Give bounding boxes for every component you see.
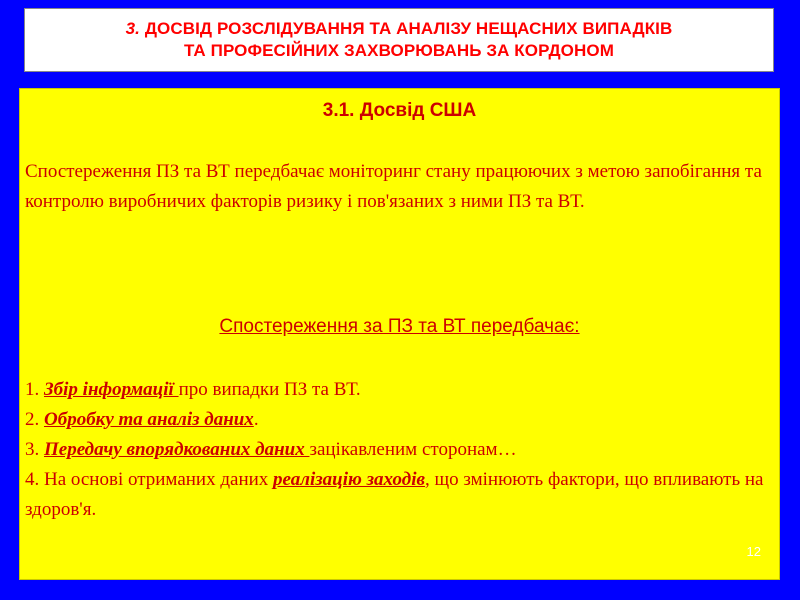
slide-title-number: 3. (125, 19, 140, 38)
list-item-emphasis: Обробку та аналіз даних (44, 409, 254, 430)
list-heading: Спостереження за ПЗ та ВТ передбачає: (219, 316, 580, 337)
list-item-suffix: . (253, 409, 259, 430)
list-item-suffix: , що змінюють фактори, що впливають на здоров'я. (25, 469, 764, 520)
list-item (25, 435, 773, 465)
slide-title-line-1 (126, 18, 673, 40)
list-item (25, 405, 773, 435)
list-item-prefix: 4. На основі отриманих даних (25, 469, 274, 490)
steps-list (25, 375, 773, 525)
intro-paragraph: Спостереження ПЗ та ВТ передбачає моніторинг стану працюючих з метою запобігання та контролю виробничих факторів ризику і пов'язаних з ними ПЗ та ВТ. (25, 161, 762, 212)
list-item-emphasis: Збір інформації (44, 379, 179, 400)
slide-title-line-2: ТА ПРОФЕСІЙНИХ ЗАХВОРЮВАНЬ ЗА КОРДОНОМ (184, 41, 614, 60)
list-item-prefix: 3. (25, 439, 44, 460)
slide-title-box (24, 8, 774, 72)
list-item-emphasis: Передачу впорядкованих даних (44, 439, 310, 460)
list-item-suffix: про випадки ПЗ та ВТ. (178, 379, 361, 400)
list-item-emphasis: реалізацію заходів (273, 469, 426, 490)
section-subtitle: 3.1. Досвід США (322, 100, 477, 121)
slide-title-text-1: ДОСВІД РОЗСЛІДУВАННЯ ТА АНАЛІЗУ НЕЩАСНИХ ВИПАДКІВ (140, 19, 673, 38)
list-item-prefix: 1. (25, 379, 44, 400)
list-item-suffix: зацікавленим сторонам… (309, 439, 517, 460)
content-panel (19, 88, 780, 580)
list-item (25, 375, 773, 405)
list-item-prefix: 2. (25, 409, 44, 430)
list-item (25, 465, 773, 525)
slide-number: 12 (746, 544, 761, 559)
